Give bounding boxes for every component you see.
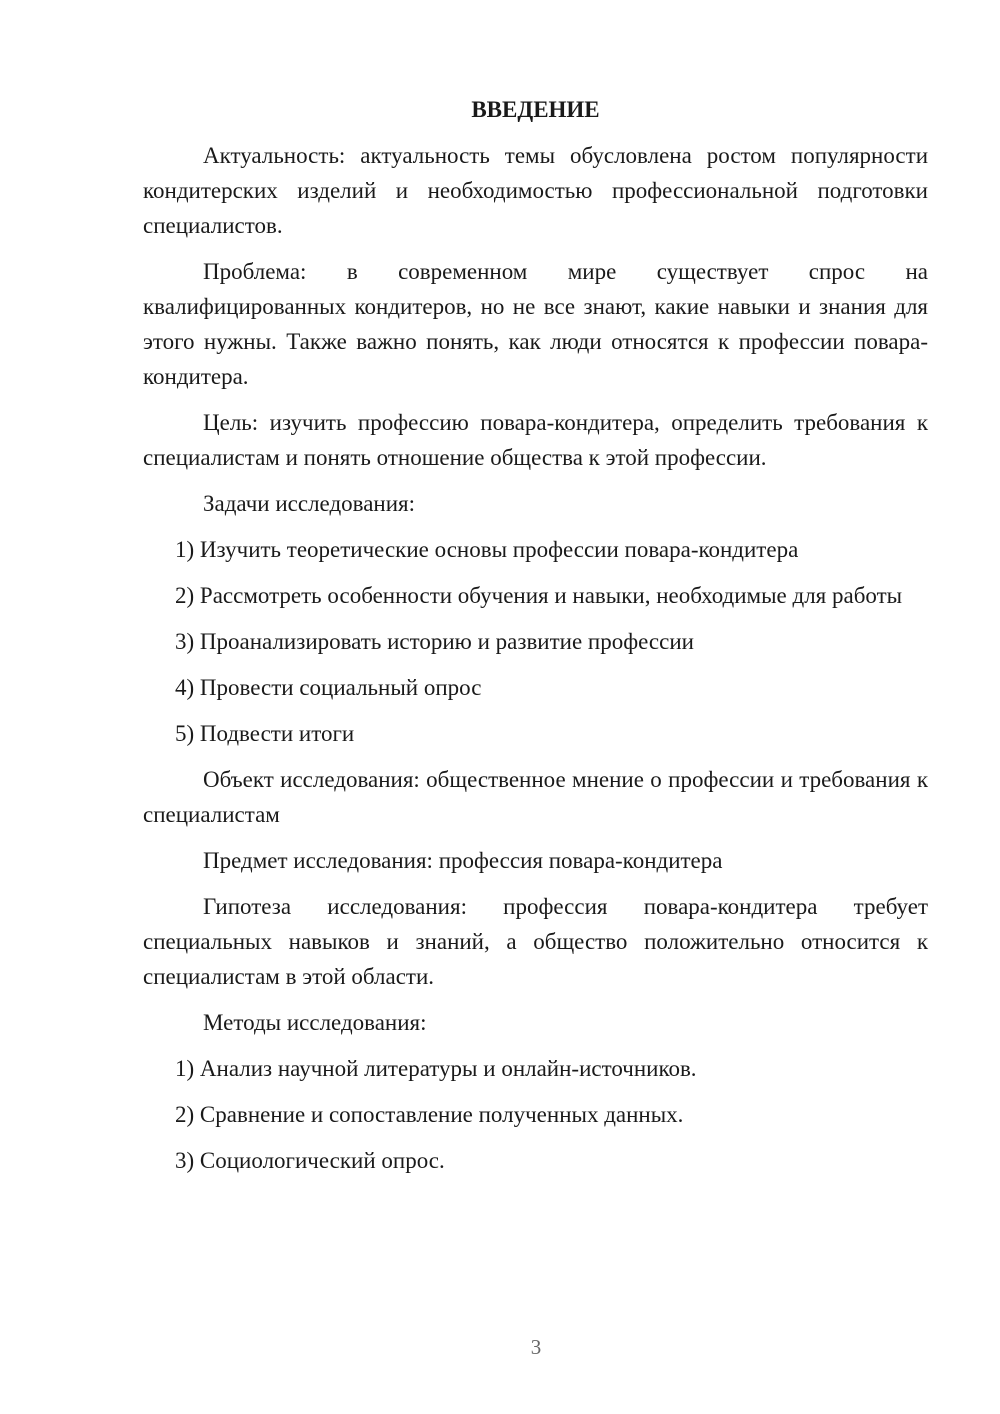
section-title: ВВЕДЕНИЕ	[471, 97, 600, 122]
method-item-2: 2) Сравнение и сопоставление полученных данных.	[175, 1102, 684, 1127]
method-item-1: 1) Анализ научной литературы и онлайн-источников.	[175, 1056, 697, 1081]
problem-paragraph: Проблема: в современном мире существует спрос на квалифицированных кондитеров, но не все знают, какие навыки и знания для этого нужны. Также важно понять, как люди относятся к профессии повара-кондитера.	[143, 259, 928, 389]
object-paragraph: Объект исследования: общественное мнение о профессии и требования к специалистам	[143, 767, 928, 827]
page-content	[143, 92, 928, 1189]
task-item-4: 4) Провести социальный опрос	[175, 675, 482, 700]
task-item-1: 1) Изучить теоретические основы профессии повара-кондитера	[175, 537, 799, 562]
subject-paragraph: Предмет исследования: профессия повара-кондитера	[203, 848, 723, 873]
task-item-3: 3) Проанализировать историю и развитие профессии	[175, 629, 694, 654]
method-item-3: 3) Социологический опрос.	[175, 1148, 445, 1173]
page-number: 3	[530, 1335, 542, 1359]
relevance-paragraph: Актуальность: актуальность темы обусловлена ростом популярности кондитерских изделий и необходимостью профессиональной подготовки специалистов.	[143, 143, 928, 238]
goal-paragraph: Цель: изучить профессию повара-кондитера, определить требования к специалистам и понять отношение общества к этой профессии.	[143, 410, 928, 470]
task-item-5: 5) Подвести итоги	[175, 721, 355, 746]
task-item-2: 2) Рассмотреть особенности обучения и навыки, необходимые для работы	[175, 583, 903, 608]
hypothesis-paragraph: Гипотеза исследования: профессия повара-кондитера требует специальных навыков и знаний, а общество положительно относится к специалистам в этой области.	[143, 894, 928, 989]
methods-heading: Методы исследования:	[203, 1010, 427, 1035]
tasks-heading: Задачи исследования:	[203, 491, 416, 516]
